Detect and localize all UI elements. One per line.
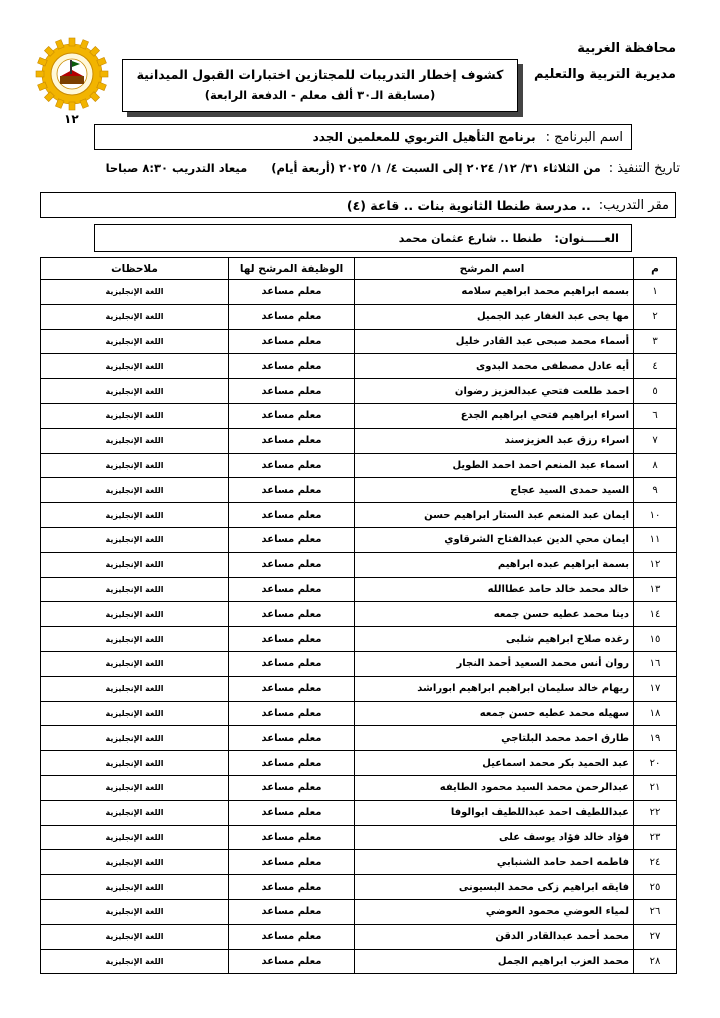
table-row xyxy=(41,478,677,503)
candidate-note: اللغة الإنجليزية xyxy=(41,949,229,974)
table-row xyxy=(41,354,677,379)
candidate-note: اللغة الإنجليزية xyxy=(41,775,229,800)
row-index: ٢ xyxy=(634,304,677,329)
candidate-job: معلم مساعد xyxy=(229,924,355,949)
candidate-job: معلم مساعد xyxy=(229,676,355,701)
candidate-name: عبدالرحمن محمد السيد محمود الطايفه xyxy=(355,775,634,800)
candidate-note: اللغة الإنجليزية xyxy=(41,627,229,652)
candidate-name: ريهام خالد سليمان ابراهيم ابراهيم ابوراشد xyxy=(355,676,634,701)
candidate-name: روان أنس محمد السعيد أحمد النجار xyxy=(355,651,634,676)
candidate-name: أسماء محمد صبحى عبد القادر خليل xyxy=(355,329,634,354)
row-index: ٨ xyxy=(634,453,677,478)
candidate-note: اللغة الإنجليزية xyxy=(41,329,229,354)
candidate-name: اسراء رزق عبد العزيزسند xyxy=(355,428,634,453)
col-header-notes: ملاحظات xyxy=(41,258,229,280)
governorate-name: محافظة الغربية xyxy=(577,41,676,56)
table-row xyxy=(41,701,677,726)
venue-box xyxy=(40,192,676,218)
table-row xyxy=(41,651,677,676)
candidate-name: اسماء عبد المنعم احمد احمد الطويل xyxy=(355,453,634,478)
candidate-job: معلم مساعد xyxy=(229,800,355,825)
candidate-name: أيه عادل مصطفى محمد البدوى xyxy=(355,354,634,379)
candidate-name: بسمة ابراهيم عبده ابراهيم xyxy=(355,552,634,577)
table-row xyxy=(41,304,677,329)
candidate-job: معلم مساعد xyxy=(229,850,355,875)
row-index: ١٤ xyxy=(634,602,677,627)
candidate-job: معلم مساعد xyxy=(229,627,355,652)
row-index: ٧ xyxy=(634,428,677,453)
schedule-label: تاريخ التنفيذ : xyxy=(608,161,680,176)
candidate-note: اللغة الإنجليزية xyxy=(41,825,229,850)
row-index: ٢٤ xyxy=(634,850,677,875)
candidate-job: معلم مساعد xyxy=(229,949,355,974)
candidate-note: اللغة الإنجليزية xyxy=(41,379,229,404)
candidate-note: اللغة الإنجليزية xyxy=(41,428,229,453)
candidate-job: معلم مساعد xyxy=(229,379,355,404)
candidate-name: طارق احمد محمد البلتاجي xyxy=(355,726,634,751)
candidate-job: معلم مساعد xyxy=(229,478,355,503)
candidate-job: معلم مساعد xyxy=(229,825,355,850)
row-index: ٩ xyxy=(634,478,677,503)
candidate-note: اللغة الإنجليزية xyxy=(41,751,229,776)
table-row xyxy=(41,875,677,900)
candidate-name: رغده صلاح ابراهيم شلبى xyxy=(355,627,634,652)
candidate-note: اللغة الإنجليزية xyxy=(41,453,229,478)
candidate-job: معلم مساعد xyxy=(229,428,355,453)
candidate-job: معلم مساعد xyxy=(229,329,355,354)
candidate-job: معلم مساعد xyxy=(229,503,355,528)
table-row xyxy=(41,949,677,974)
candidate-note: اللغة الإنجليزية xyxy=(41,899,229,924)
candidate-note: اللغة الإنجليزية xyxy=(41,304,229,329)
table-body xyxy=(41,280,677,974)
candidate-name: ايمان محي الدين عبدالفتاح الشرقاوي xyxy=(355,527,634,552)
candidate-note: اللغة الإنجليزية xyxy=(41,875,229,900)
issuer-header xyxy=(534,40,676,86)
row-index: ١٠ xyxy=(634,503,677,528)
schedule-line xyxy=(106,161,680,176)
candidate-note: اللغة الإنجليزية xyxy=(41,478,229,503)
candidate-job: معلم مساعد xyxy=(229,751,355,776)
training-time: ميعاد التدريب ٨:٣٠ صباحا xyxy=(105,161,248,175)
page-number: ١٢ xyxy=(64,112,79,126)
table-row xyxy=(41,428,677,453)
candidate-job: معلم مساعد xyxy=(229,527,355,552)
table-row xyxy=(41,899,677,924)
row-index: ٥ xyxy=(634,379,677,404)
table-row xyxy=(41,527,677,552)
candidate-name: عبداللطيف احمد عبداللطيف ابوالوفا xyxy=(355,800,634,825)
row-index: ٤ xyxy=(634,354,677,379)
row-index: ٢٣ xyxy=(634,825,677,850)
candidate-name: السيد حمدى السيد عجاج xyxy=(355,478,634,503)
candidate-note: اللغة الإنجليزية xyxy=(41,602,229,627)
document-title-box xyxy=(122,59,518,112)
candidate-name: احمد طلعت فتحي عبدالعزيز رضوان xyxy=(355,379,634,404)
table-row xyxy=(41,602,677,627)
candidate-job: معلم مساعد xyxy=(229,403,355,428)
candidate-job: معلم مساعد xyxy=(229,602,355,627)
candidate-job: معلم مساعد xyxy=(229,651,355,676)
table-row xyxy=(41,775,677,800)
candidate-job: معلم مساعد xyxy=(229,354,355,379)
candidate-note: اللغة الإنجليزية xyxy=(41,552,229,577)
row-index: ٦ xyxy=(634,403,677,428)
candidate-name: عبد الحميد بكر محمد اسماعيل xyxy=(355,751,634,776)
col-header-job: الوظيفة المرشح لها xyxy=(229,258,355,280)
candidate-note: اللغة الإنجليزية xyxy=(41,924,229,949)
table-row xyxy=(41,924,677,949)
table-row xyxy=(41,800,677,825)
table-row xyxy=(41,726,677,751)
program-box xyxy=(94,124,632,150)
candidates-table xyxy=(40,257,677,974)
candidate-note: اللغة الإنجليزية xyxy=(41,726,229,751)
candidate-name: بسمه ابراهيم محمد ابراهيم سلامه xyxy=(355,280,634,305)
address-value: طنطا .. شارع عثمان محمد xyxy=(398,231,543,245)
candidate-note: اللغة الإنجليزية xyxy=(41,701,229,726)
table-row xyxy=(41,751,677,776)
address-box xyxy=(94,224,632,252)
candidate-job: معلم مساعد xyxy=(229,453,355,478)
document-subtitle: (مسابقة الـ٣٠ ألف معلم - الدفعة الرابعة) xyxy=(204,88,436,102)
ministry-seal-icon xyxy=(34,36,110,112)
row-index: ١٨ xyxy=(634,701,677,726)
row-index: ١٦ xyxy=(634,651,677,676)
table-row xyxy=(41,825,677,850)
candidate-job: معلم مساعد xyxy=(229,280,355,305)
address-label: العـــــنوان: xyxy=(554,231,619,245)
table-row xyxy=(41,676,677,701)
candidate-note: اللغة الإنجليزية xyxy=(41,577,229,602)
candidate-name: فايقه ابراهيم زكى محمد البسيونى xyxy=(355,875,634,900)
candidate-name: ايمان عبد المنعم عبد الستار ابراهيم حسن xyxy=(355,503,634,528)
venue-label: مقر التدريب: xyxy=(598,197,669,213)
candidate-note: اللغة الإنجليزية xyxy=(41,850,229,875)
row-index: ١٧ xyxy=(634,676,677,701)
row-index: ٢٧ xyxy=(634,924,677,949)
candidate-note: اللغة الإنجليزية xyxy=(41,651,229,676)
table-row xyxy=(41,850,677,875)
table-row xyxy=(41,627,677,652)
candidate-note: اللغة الإنجليزية xyxy=(41,503,229,528)
row-index: ١٣ xyxy=(634,577,677,602)
table-row xyxy=(41,280,677,305)
table-row xyxy=(41,403,677,428)
candidate-name: محمد العزب ابراهيم الجمل xyxy=(355,949,634,974)
candidate-name: لمياء العوضي محمود العوضي xyxy=(355,899,634,924)
row-index: ٢٢ xyxy=(634,800,677,825)
program-label: اسم البرنامج : xyxy=(545,129,623,145)
schedule-dates: من الثلاثاء ٣١/ ١٢/ ٢٠٢٤ إلى السبت ٤/ ١/ ٢٠٢٥ (أربعة أيام) xyxy=(271,161,601,175)
table-row xyxy=(41,329,677,354)
table-row xyxy=(41,577,677,602)
candidate-job: معلم مساعد xyxy=(229,899,355,924)
candidate-note: اللغة الإنجليزية xyxy=(41,354,229,379)
col-header-index: م xyxy=(634,258,677,280)
candidate-job: معلم مساعد xyxy=(229,726,355,751)
candidate-note: اللغة الإنجليزية xyxy=(41,527,229,552)
candidate-note: اللغة الإنجليزية xyxy=(41,403,229,428)
candidate-job: معلم مساعد xyxy=(229,304,355,329)
candidate-name: سهيله محمد عطيه حسن جمعه xyxy=(355,701,634,726)
row-index: ٢٥ xyxy=(634,875,677,900)
table-header-row xyxy=(41,258,677,280)
venue-name: .. مدرسة طنطا الثانوية بنات .. قاعة (٤) xyxy=(346,197,591,213)
table-row xyxy=(41,552,677,577)
candidate-job: معلم مساعد xyxy=(229,577,355,602)
table-row xyxy=(41,503,677,528)
candidate-name: دينا محمد عطيه حسن جمعه xyxy=(355,602,634,627)
candidate-job: معلم مساعد xyxy=(229,552,355,577)
candidate-job: معلم مساعد xyxy=(229,875,355,900)
candidate-note: اللغة الإنجليزية xyxy=(41,676,229,701)
row-index: ١ xyxy=(634,280,677,305)
row-index: ٢٨ xyxy=(634,949,677,974)
row-index: ٢٠ xyxy=(634,751,677,776)
row-index: ١٢ xyxy=(634,552,677,577)
candidate-name: مها يحى عبد الغفار عبد الجميل xyxy=(355,304,634,329)
row-index: ١١ xyxy=(634,527,677,552)
row-index: ٢٦ xyxy=(634,899,677,924)
row-index: ١٥ xyxy=(634,627,677,652)
document-title: كشوف إخطار التدريبات للمجتازين اختبارات القبول الميدانية xyxy=(136,67,504,82)
candidate-job: معلم مساعد xyxy=(229,775,355,800)
table-row xyxy=(41,379,677,404)
candidate-name: محمد أحمد عبدالقادر الدقن xyxy=(355,924,634,949)
candidate-note: اللغة الإنجليزية xyxy=(41,280,229,305)
program-name: برنامج التأهيل التربوي للمعلمين الجدد xyxy=(312,130,536,144)
table-row xyxy=(41,453,677,478)
candidate-name: فاطمه احمد حامد الشنبابي xyxy=(355,850,634,875)
row-index: ٢١ xyxy=(634,775,677,800)
candidate-name: اسراء ابراهيم فتحي ابراهيم الجدع xyxy=(355,403,634,428)
candidate-name: خالد محمد خالد حامد عطاالله xyxy=(355,577,634,602)
candidate-job: معلم مساعد xyxy=(229,701,355,726)
col-header-name: اسم المرشح xyxy=(355,258,634,280)
candidate-name: فؤاد خالد فؤاد يوسف على xyxy=(355,825,634,850)
row-index: ١٩ xyxy=(634,726,677,751)
directorate-name: مديرية التربية والتعليم xyxy=(533,67,676,82)
candidate-note: اللغة الإنجليزية xyxy=(41,800,229,825)
row-index: ٣ xyxy=(634,329,677,354)
